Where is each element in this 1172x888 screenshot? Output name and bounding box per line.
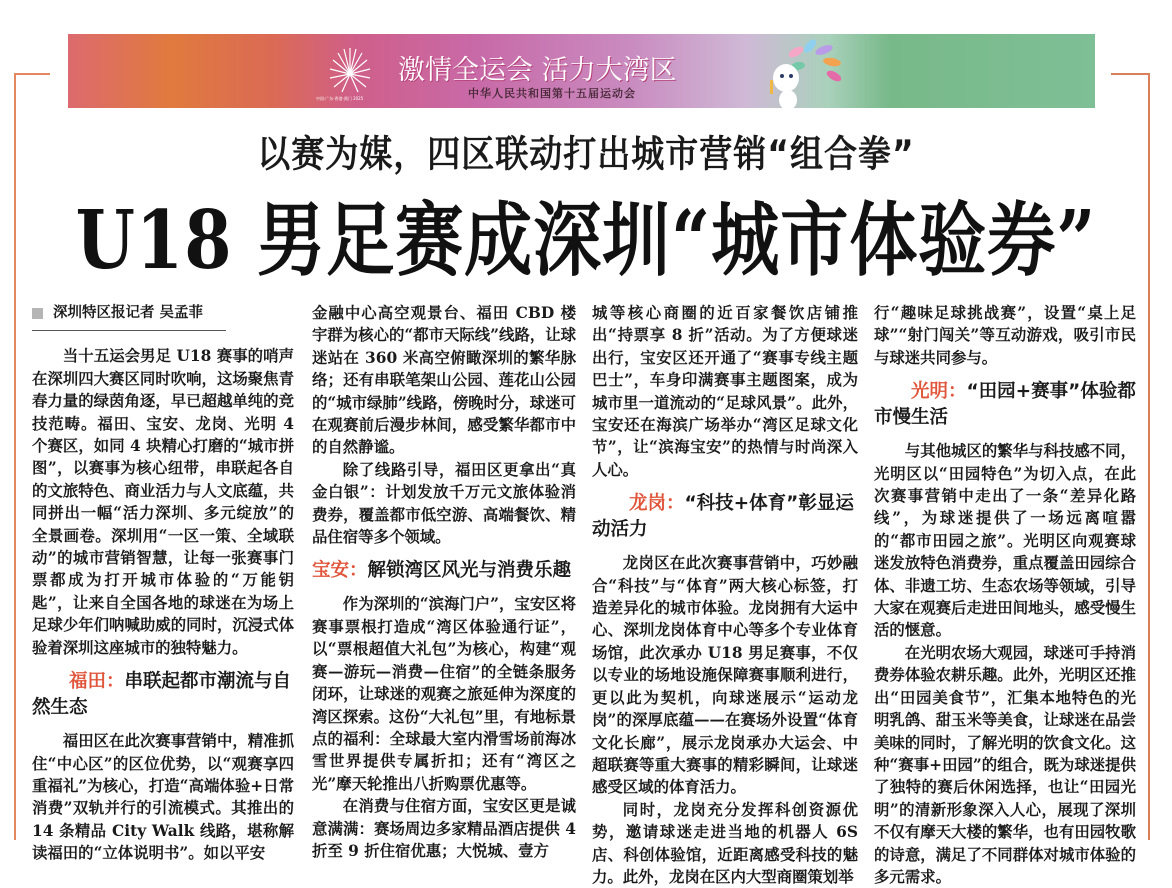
frame-border-top-right — [1111, 73, 1149, 75]
section-key-guangming: 光明： — [911, 381, 967, 403]
banner-subtitle: 中华人民共和国第十五届运动会 — [468, 87, 636, 100]
futian-paragraph-2: 金融中心高空观景台、福田 CBD 楼宇群为核心的“都市天际线”线路，让球迷站在 360 米高空俯瞰深圳的繁华脉络；还有串联笔架山公园、莲花山公园的“城市绿肺”线路，傍晚时分，球迷可在观赛前后漫步林间，感受繁华都市中的自然静谧。 — [312, 304, 576, 457]
section-heading-futian — [32, 669, 294, 721]
article-column-4 — [874, 302, 1136, 888]
frame-border-top-left — [14, 73, 50, 75]
section-key-futian: 福田： — [69, 671, 125, 693]
article-column-1 — [32, 302, 294, 865]
games-banner — [68, 34, 1095, 108]
byline-square-icon — [32, 308, 43, 319]
national-games-logo-icon — [326, 44, 374, 100]
futian-paragraph-3: 除了线路引导，福田区更拿出“真金白银”：计划发放千万元文旅体验消费券，覆盖都市低空游、高端餐饮、精品住宿等多个领域。 — [312, 460, 576, 547]
intro-paragraph: 当十五运会男足 U18 赛事的哨声在深圳四大赛区同时吹响，这场聚焦青春力量的绿茵角逐，早已超越单纯的竞技范畴。福田、宝安、龙岗、光明 4 个赛区，如同 4 块精心打磨的“城市拼图”，以赛事为核心纽带，串联起各自的文旅特色、商业活力与人文底蕴，共同拼出一幅“活力深圳、多元绽放”的全景画卷。深圳用“一区一策、全域联动”的城市营销智慧，让每一张赛事门票都成为打开城市体验的“万能钥匙”，让来自全国各地的球迷在为场上足球少年们呐喊助威的同时，沉浸式体验着深圳这座城市的独特魅力。 — [32, 347, 294, 657]
article-column-3 — [592, 302, 858, 888]
section-title-guangming: “田园+赛事”体验都市慢生活 — [874, 381, 1136, 429]
section-title-futian: 串联起都市潮流与自然生态 — [32, 671, 292, 719]
section-heading-baoan — [312, 558, 576, 584]
longgang-paragraph-2: 同时，龙岗充分发挥科创资源优势，邀请球迷走进当地的机器人 6S 店、科创体验馆，近距离感受科技的魅力。此外，龙岗在区内大型商圈策划举 — [592, 800, 858, 886]
section-key-longgang: 龙岗： — [629, 493, 685, 515]
guangming-paragraph-1: 与其他城区的繁华与科技感不同，光明区以“田园特色”为切入点，在此次赛事营销中走出了一条“差异化路线”，为球迷提供了一场远离喧嚣的“都市田园之旅”。光明区向观赛球迷发放特色消费券，重点覆盖田园综合体、非遗工坊、生态农场等领域，引导大家在观赛后走进田间地头，感受慢生活的惬意。 — [874, 442, 1136, 640]
longgang-paragraph-1: 龙岗区在此次赛事营销中，巧妙融合“科技”与“体育”两大核心标签，打造差异化的城市体验。龙岗拥有大运中心、深圳龙岗体育中心等多个专业体育场馆，此次承办 U18 男足赛事，不仅以专业的场地设施保障赛事顺利进行，更以此为契机，向球迷展示“运动龙岗”的深厚底蕴——在赛场外设置“体育文化长廊”，展示龙岗承办大运会、中超联赛等重大赛事的精彩瞬间，让球迷感受区域的体育活力。 — [592, 554, 858, 797]
byline — [32, 302, 226, 331]
longgang-paragraph-3: 行“趣味足球挑战赛”，设置“桌上足球”“射门闯关”等互动游戏，吸引市民与球迷共同参与。 — [874, 304, 1136, 367]
section-title-longgang: “科技+体育”彰显运动活力 — [592, 493, 854, 541]
baoan-paragraph-3: 城等核心商圈的近百家餐饮店铺推出“持票享 8 折”活动。为了方便球迷出行，宝安区还开通了“赛事专线主题巴士”，车身印满赛事主题图案，成为城市里一道流动的“足球风景”。此外，宝安还在海滨广场举办“湾区足球文化节”，让“滨海宝安”的热情与时尚深入人心。 — [592, 304, 858, 479]
article-column-2 — [312, 302, 576, 862]
logo-caption: 中国·广东·香港·澳门 2025 — [316, 96, 364, 101]
baoan-paragraph-2: 在消费与住宿方面，宝安区更是诚意满满：赛场周边多家精品酒店提供 4 折至 9 折住宿优惠；大悦城、壹方 — [312, 797, 576, 860]
article-headline: U18 男足赛成深圳“城市体验券” — [75, 193, 1097, 289]
section-title-baoan: 解锁湾区风光与消费乐趣 — [367, 560, 572, 582]
guangming-paragraph-2: 在光明农场大观园，球迷可手持消费券体验农耕乐趣。此外，光明区还推出“田园美食节”，汇集本地特色的光明乳鸽、甜玉米等美食，让球迷在品尝美味的同时，了解光明的饮食文化。这种“赛事+田园”的组合，既为球迷提供了独特的赛后休闲选择，也让“田园光明”的清新形象深入人心，展现了深圳不仅有摩天大楼的繁华，也有田园牧歌的诗意，满足了不同群体对城市体验的多元需求。 — [874, 643, 1136, 886]
banner-slogan: 激情全运会 活力大湾区 — [398, 55, 677, 86]
section-key-baoan: 宝安： — [312, 560, 368, 582]
section-heading-longgang — [592, 491, 858, 543]
baoan-paragraph-1: 作为深圳的“滨海门户”，宝安区将赛事票根打造成“湾区体验通行证”，以“票根超值大礼包”为核心，构建“观赛—游玩—消费—住宿”的全链条服务闭环，让球迷的观赛之旅延伸为深度的湾区探索。这份“大礼包”里，有地标景点的福利：全球最大室内滑雪场前海冰雪世界提供专属折扣；还有“湾区之光”摩天轮推出八折购票优惠等。 — [312, 595, 576, 793]
section-heading-guangming — [874, 379, 1136, 431]
article-subheadline: 以赛为媒，四区联动打出城市营销“组合拳” — [257, 131, 915, 176]
mascot-icon — [736, 36, 856, 108]
futian-paragraph-1: 福田区在此次赛事营销中，精准抓住“中心区”的区位优势，以“观赛享四重福礼”为核心，打造“高端体验+日常消费”双轨并行的引流模式。其推出的 14 条精品 City Walk 线路，堪称解读福田的“立体说明书”。如以平安 — [32, 732, 294, 863]
byline-text: 深圳特区报记者 吴孟菲 — [53, 305, 204, 321]
